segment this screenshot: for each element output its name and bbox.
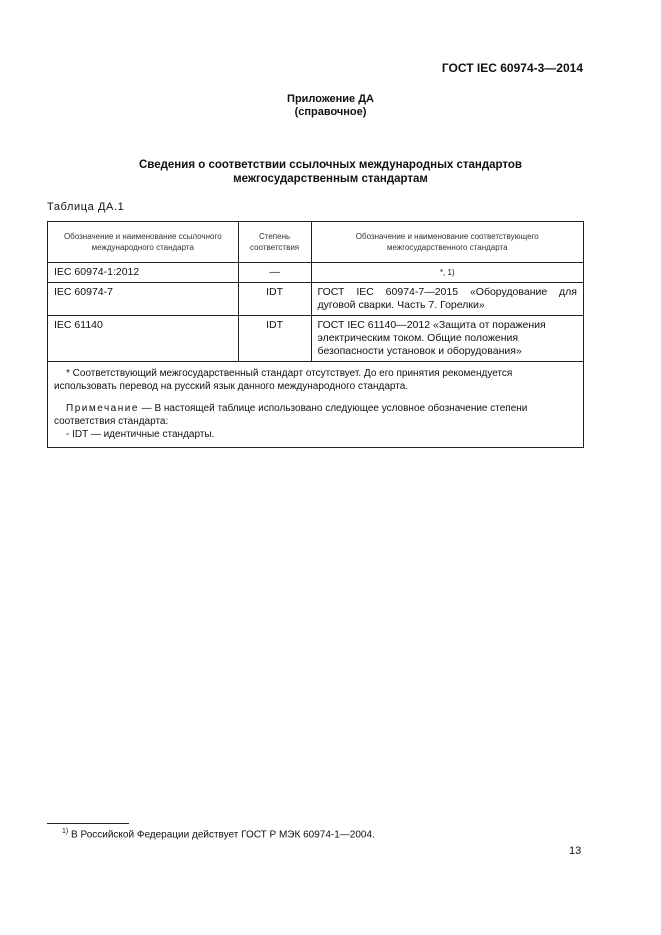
table-row bbox=[48, 316, 584, 362]
table-caption: Таблица ДА.1 bbox=[47, 201, 125, 213]
cell-degree: IDT bbox=[238, 316, 311, 362]
cell-ref: IEC 60974-7 bbox=[48, 283, 239, 316]
section-title bbox=[0, 158, 661, 186]
cell-national: ГОСТ IEC 60974-7—2015 «Оборудование для дуговой сварки. Часть 7. Горелки» bbox=[311, 283, 583, 316]
header-degree: Степень соответствия bbox=[238, 222, 311, 263]
table-header-row bbox=[48, 222, 584, 263]
cell-ref: IEC 60974-1:2012 bbox=[48, 263, 239, 283]
correspondence-table bbox=[47, 221, 584, 448]
document-code: ГОСТ IEC 60974-3—2014 bbox=[441, 61, 583, 75]
table-row bbox=[48, 283, 584, 316]
section-title-line1: Сведения о соответствии ссылочных международных стандартов bbox=[138, 159, 522, 171]
table-footer-row bbox=[48, 362, 584, 448]
header-national-standard: Обозначение и наименование соответствующего межгосударственного стандарта bbox=[311, 222, 583, 263]
section-title-line2: межгосударственным стандартам bbox=[233, 173, 428, 185]
note-label: Примечание bbox=[66, 403, 139, 414]
cell-national: ГОСТ IEC 61140—2012 «Защита от поражения электрическим током. Общие положения безопасности установок и оборудования» bbox=[311, 316, 583, 362]
footnote-text: В Российской Федерации действует ГОСТ Р МЭК 60974-1—2004. bbox=[71, 829, 375, 841]
appendix-title: Приложение ДА bbox=[287, 93, 374, 105]
cell-ref: IEC 61140 bbox=[48, 316, 239, 362]
table-row bbox=[48, 263, 584, 283]
footnote-mark: 1) bbox=[62, 828, 69, 835]
cell-degree: — bbox=[238, 263, 311, 283]
cell-degree: IDT bbox=[238, 283, 311, 316]
page-number: 13 bbox=[569, 845, 582, 857]
table-note bbox=[54, 402, 577, 428]
note-item: - IDT — идентичные стандарты. bbox=[66, 429, 215, 440]
table-footer bbox=[48, 362, 584, 448]
footnote-separator bbox=[47, 823, 129, 824]
appendix-subtitle: (справочное) bbox=[294, 106, 367, 118]
note-text: — В настоящей таблице использовано следующее условное обозначение степени соответствия стандарта: bbox=[54, 403, 528, 427]
cell-national: *, 1) bbox=[311, 263, 583, 283]
header-ref-standard: Обозначение и наименование ссылочного международного стандарта bbox=[48, 222, 239, 263]
page-footnote bbox=[62, 828, 375, 840]
table-footnote: * Соответствующий межгосударственный стандарт отсутствует. До его принятия рекомендуется использовать перевод на русский язык данного международного стандарта. bbox=[54, 368, 513, 392]
